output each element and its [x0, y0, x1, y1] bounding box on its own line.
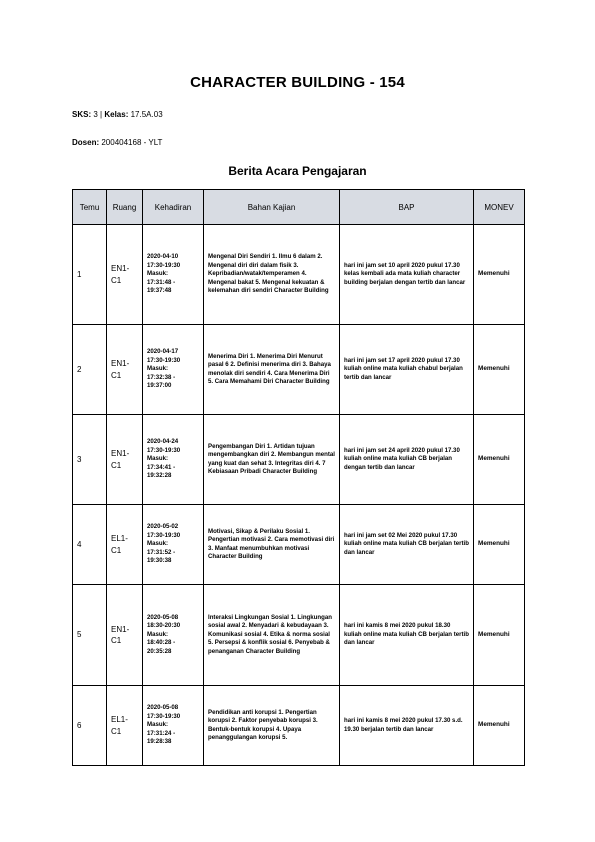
temu-cell: 1 [73, 225, 107, 325]
kehadiran-cell [143, 225, 204, 325]
ruang-cell: EN1-C1 [107, 585, 143, 686]
kehadiran-cell [143, 415, 204, 505]
kehadiran-text: 2020-05-08 17:30-19:30 Masuk: 17:31:24 - 19:28:38 [147, 704, 181, 746]
kehadiran-text: 2020-04-10 17:30-19:30 Masuk: 17:31:48 - 19:37:48 [147, 253, 181, 295]
header-bahan-kajian: Bahan Kajian [204, 190, 340, 225]
table-row [73, 686, 525, 766]
kehadiran-text: 2020-04-17 17:30-19:30 Masuk: 17:32:38 - 19:37:00 [147, 348, 181, 390]
bap-cell: hari ini jam set 24 april 2020 pukul 17.30 kuliah online mata kuliah CB berjalan dengan tertib dan lancar [340, 415, 474, 505]
temu-cell: 3 [73, 415, 107, 505]
bap-cell: hari ini jam set 10 april 2020 pukul 17.30 kelas kembali ada mata kuliah character building berjalan dengan tertib dan lancar [340, 225, 474, 325]
kehadiran-cell [143, 686, 204, 766]
bap-table [72, 189, 525, 766]
kehadiran-cell [143, 505, 204, 585]
table-row [73, 325, 525, 415]
header-kehadiran: Kehadiran [143, 190, 204, 225]
page-title: CHARACTER BUILDING - 154 [190, 74, 405, 91]
meta-separator: | [100, 110, 103, 119]
bahan-kajian-cell: Motivasi, Sikap & Perilaku Sosial 1. Pengertian motivasi 2. Cara memotivasi diri 3. Manfaat menumbuhkan motivasi Character Building [204, 505, 340, 585]
bahan-kajian-cell: Pengembangan Diri 1. Artidan tujuan mengembangkan diri 2. Membangun mental yang kuat dan sehat 3. Integritas diri 4. 7 Kebiasaan Pribadi Character Building [204, 415, 340, 505]
table-row [73, 225, 525, 325]
temu-cell: 6 [73, 686, 107, 766]
monev-cell: Memenuhi [474, 415, 525, 505]
table-row [73, 505, 525, 585]
kehadiran-text: 2020-05-08 18:30-20:30 Masuk: 18:40:28 - 20:35:28 [147, 613, 181, 655]
bap-cell: hari ini jam set 02 Mei 2020 pukul 17.30 kuliah online mata kuliah CB berjalan tertib dan lancar [340, 505, 474, 585]
temu-cell: 2 [73, 325, 107, 415]
bap-cell: hari ini kamis 8 mei 2020 pukul 18.30 kuliah online mata kuliah CB berjalan tertib dan lancar [340, 585, 474, 686]
temu-cell: 4 [73, 505, 107, 585]
monev-cell: Memenuhi [474, 505, 525, 585]
table-row [73, 415, 525, 505]
header-temu: Temu [73, 190, 107, 225]
lecturer-meta [72, 138, 162, 147]
monev-cell: Memenuhi [474, 686, 525, 766]
ruang-cell: EL1-C1 [107, 505, 143, 585]
table-row [73, 585, 525, 686]
kehadiran-text: 2020-04-24 17:30-19:30 Masuk: 17:34:41 - 19:32:28 [147, 438, 181, 480]
sks-label: SKS: [72, 110, 92, 119]
ruang-cell: EN1-C1 [107, 225, 143, 325]
bahan-kajian-cell: Menerima Diri 1. Menerima Diri Menurut pasal 6 2. Definisi menerima diri 3. Bahaya menolak diri sendiri 4. Cara Menerima Diri 5. Cara Memahami Diri Character Building [204, 325, 340, 415]
ruang-cell: EN1-C1 [107, 325, 143, 415]
header-ruang: Ruang [107, 190, 143, 225]
kehadiran-cell [143, 585, 204, 686]
ruang-cell: EN1-C1 [107, 415, 143, 505]
monev-cell: Memenuhi [474, 225, 525, 325]
bahan-kajian-cell: Mengenal Diri Sendiri 1. Ilmu 6 dalam 2. Mengenal diri diri dalam fisik 3. Kepribadian/watak/temperamen 4. Mengenal bakat 5. Mengenal kekuatan & kelemahan diri sendiri Character Building [204, 225, 340, 325]
bahan-kajian-cell: Interaksi Lingkungan Sosial 1. Lingkungan sosial awal 2. Menyadari & kebudayaan 3. Komunikasi sosial 4. Etika & norma sosial 5. Persepsi & konflik sosial 6. Penyebab & penanganan Character Building [204, 585, 340, 686]
dosen-value: 200404168 - YLT [101, 138, 163, 147]
header-bap: BAP [340, 190, 474, 225]
kehadiran-cell [143, 325, 204, 415]
dosen-label: Dosen: [72, 138, 100, 147]
bap-cell: hari ini jam set 17 april 2020 pukul 17.30 kuliah online mata kuliah chabul berjalan tertib dan lancar [340, 325, 474, 415]
kelas-value: 17.5A.03 [130, 110, 163, 119]
bahan-kajian-cell: Pendidikan anti korupsi 1. Pengertian korupsi 2. Faktor penyebab korupsi 3. Bentuk-bentuk korupsi 4. Upaya penanggulangan korupsi 5. [204, 686, 340, 766]
temu-cell: 5 [73, 585, 107, 686]
section-title: Berita Acara Pengajaran [228, 164, 367, 178]
monev-cell: Memenuhi [474, 585, 525, 686]
kelas-label: Kelas: [104, 110, 129, 119]
bap-cell: hari ini kamis 8 mei 2020 pukul 17.30 s.d. 19.30 berjalan tertib dan lancar [340, 686, 474, 766]
course-meta [72, 110, 163, 119]
sks-value: 3 [93, 110, 98, 119]
monev-cell: Memenuhi [474, 325, 525, 415]
table-header-row [73, 190, 525, 225]
header-monev: MONEV [474, 190, 525, 225]
kehadiran-text: 2020-05-02 17:30-19:30 Masuk: 17:31:52 - 19:30:38 [147, 523, 181, 565]
ruang-cell: EL1-C1 [107, 686, 143, 766]
